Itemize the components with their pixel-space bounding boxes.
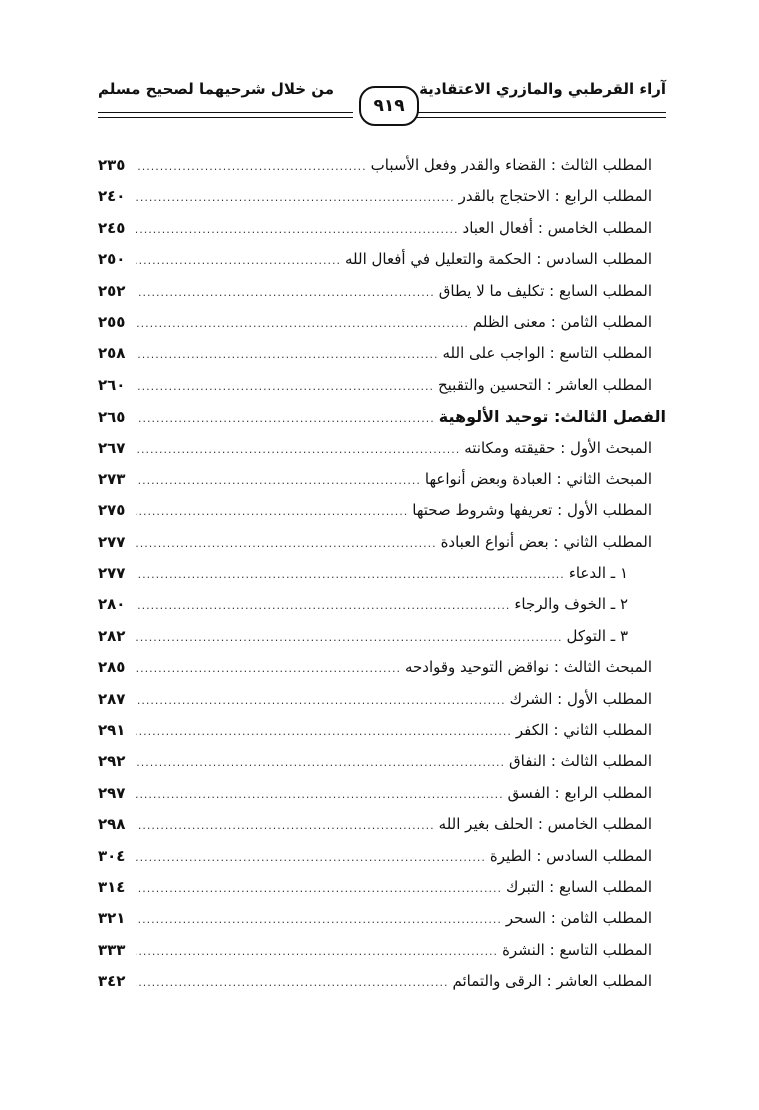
toc-entry-page: ٢٩١ bbox=[98, 721, 126, 740]
toc-entry-title: المطلب الخامس : أفعال العباد bbox=[462, 218, 652, 237]
toc-entry bbox=[98, 181, 666, 212]
toc-leader-dots bbox=[136, 716, 512, 747]
toc-leader-dots bbox=[136, 465, 421, 496]
toc-entry-page: ٢٥٠ bbox=[98, 250, 126, 269]
toc-leader-dots bbox=[136, 904, 502, 935]
toc-entry bbox=[98, 276, 666, 307]
toc-entry bbox=[98, 621, 666, 652]
toc-entry-title: المطلب الأول : الشرك bbox=[509, 689, 652, 708]
toc-entry bbox=[98, 558, 666, 589]
toc-entry-page: ٢٩٨ bbox=[98, 815, 126, 834]
toc-entry bbox=[98, 872, 666, 903]
page-header bbox=[98, 74, 666, 134]
toc-entry-title: المطلب الخامس : الحلف بغير الله bbox=[438, 815, 652, 834]
toc-leader-dots bbox=[136, 308, 469, 339]
toc-entry-page: ٢٣٥ bbox=[98, 156, 126, 174]
toc-entry-title: المبحث الثاني : العبادة وبعض أنواعها bbox=[424, 469, 652, 488]
toc-leader-dots bbox=[136, 496, 408, 527]
toc-entry bbox=[98, 778, 666, 809]
toc-entry-page: ٢٤٥ bbox=[98, 218, 126, 237]
toc-entry bbox=[98, 370, 666, 401]
toc-leader-dots bbox=[136, 339, 438, 370]
toc-leader-dots bbox=[136, 214, 459, 245]
toc-entry bbox=[98, 433, 666, 464]
toc-entry-page: ٢٥٢ bbox=[98, 281, 126, 300]
toc-entry-title: المطلب التاسع : الواجب على الله bbox=[442, 344, 652, 363]
toc-entry-title: ٣ ـ التوكل bbox=[566, 626, 628, 645]
page-number: ٩١٩ bbox=[359, 86, 419, 126]
toc-entry bbox=[98, 401, 666, 432]
toc-entry-title: المطلب التاسع : النشرة bbox=[502, 940, 652, 959]
toc-entry-title: المطلب الثامن : السحر bbox=[505, 909, 652, 928]
toc-entry-page: ٢٩٧ bbox=[98, 783, 126, 802]
toc-entry bbox=[98, 935, 666, 966]
toc-entry-page: ٢٨٢ bbox=[98, 626, 126, 645]
toc-entry bbox=[98, 903, 666, 934]
toc-entry bbox=[98, 150, 666, 181]
toc-leader-dots bbox=[136, 559, 565, 590]
toc-entry bbox=[98, 213, 666, 244]
header-rule-left-top bbox=[98, 112, 353, 113]
toc-leader-dots bbox=[136, 151, 367, 182]
toc-entry-title: المطلب العاشر : الرقى والتمائم bbox=[452, 972, 652, 991]
header-rule-right-top bbox=[416, 112, 666, 113]
toc-entry-title: ١ ـ الدعاء bbox=[568, 564, 628, 583]
toc-entry-page: ٢٨٥ bbox=[98, 658, 126, 677]
header-rule-right-bottom bbox=[416, 117, 666, 118]
toc-leader-dots bbox=[136, 182, 455, 213]
toc-entry bbox=[98, 464, 666, 495]
toc-entry-title: المطلب الثالث : النفاق bbox=[509, 752, 652, 771]
toc-entry-title: الفصل الثالث: توحيد الألوهية bbox=[438, 407, 666, 427]
toc-entry-title: المطلب الثاني : بعض أنواع العبادة bbox=[440, 532, 652, 551]
toc-entry-page: ٣٣٣ bbox=[98, 940, 126, 959]
toc-entry bbox=[98, 841, 666, 872]
toc-leader-dots bbox=[136, 371, 434, 402]
toc-leader-dots bbox=[136, 245, 341, 276]
toc-entry-page: ٢٧٧ bbox=[98, 532, 126, 551]
toc-entry-page: ٢٦٧ bbox=[98, 438, 126, 457]
toc-entry-page: ٣٠٤ bbox=[98, 846, 126, 865]
header-rule-left-bottom bbox=[98, 117, 353, 118]
toc-entry-page: ٢٤٠ bbox=[98, 187, 126, 206]
toc-leader-dots bbox=[136, 590, 510, 621]
toc-leader-dots bbox=[136, 779, 504, 810]
toc-entry bbox=[98, 307, 666, 338]
table-of-contents bbox=[98, 150, 666, 998]
toc-entry-title: المطلب الثالث : القضاء والقدر وفعل الأسباب bbox=[370, 156, 652, 174]
toc-entry-title: المطلب الثاني : الكفر bbox=[515, 721, 652, 740]
toc-leader-dots bbox=[136, 403, 435, 434]
toc-entry-title: المبحث الأول : حقيقته ومكانته bbox=[464, 438, 652, 457]
toc-entry-page: ٢٦٥ bbox=[98, 408, 126, 427]
book-title: آراء القرطبي والمازري الاعتقادية bbox=[419, 80, 666, 98]
toc-leader-dots bbox=[136, 434, 460, 465]
toc-entry-page: ٢٩٢ bbox=[98, 752, 126, 771]
toc-leader-dots bbox=[136, 936, 498, 967]
toc-entry bbox=[98, 652, 666, 683]
toc-entry bbox=[98, 746, 666, 777]
toc-entry-title: المطلب الأول : تعريفها وشروط صحتها bbox=[412, 501, 652, 520]
toc-entry-title: المطلب الثامن : معنى الظلم bbox=[472, 312, 652, 331]
toc-entry-page: ٢٦٠ bbox=[98, 375, 126, 394]
toc-entry-page: ٢٥٥ bbox=[98, 312, 126, 331]
toc-entry bbox=[98, 527, 666, 558]
toc-leader-dots bbox=[136, 810, 435, 841]
toc-entry-page: ٣٢١ bbox=[98, 909, 126, 928]
toc-entry-page: ٢٨٧ bbox=[98, 689, 126, 708]
toc-entry bbox=[98, 338, 666, 369]
toc-entry-title: المطلب السادس : الطيرة bbox=[489, 846, 652, 865]
toc-entry bbox=[98, 244, 666, 275]
toc-entry bbox=[98, 809, 666, 840]
toc-leader-dots bbox=[136, 622, 562, 653]
toc-entry-title: ٢ ـ الخوف والرجاء bbox=[514, 595, 628, 614]
toc-entry bbox=[98, 966, 666, 997]
toc-entry-title: المطلب الرابع : الاحتجاج بالقدر bbox=[458, 187, 652, 206]
toc-leader-dots bbox=[136, 842, 486, 873]
toc-leader-dots bbox=[136, 528, 437, 559]
toc-entry bbox=[98, 684, 666, 715]
toc-entry bbox=[98, 589, 666, 620]
toc-entry bbox=[98, 715, 666, 746]
toc-entry-title: المبحث الثالث : نواقض التوحيد وقوادحه bbox=[404, 658, 652, 677]
toc-entry-title: المطلب السادس : الحكمة والتعليل في أفعال الله bbox=[345, 250, 652, 269]
book-subtitle: من خلال شرحيهما لصحيح مسلم bbox=[98, 80, 335, 98]
toc-entry bbox=[98, 495, 666, 526]
toc-entry-page: ٣١٤ bbox=[98, 877, 126, 896]
toc-entry-page: ٢٧٧ bbox=[98, 564, 126, 583]
toc-entry-title: المطلب السابع : التبرك bbox=[505, 877, 652, 896]
toc-entry-page: ٣٤٢ bbox=[98, 972, 126, 991]
toc-leader-dots bbox=[136, 747, 505, 778]
toc-leader-dots bbox=[136, 873, 502, 904]
toc-entry-title: المطلب الرابع : الفسق bbox=[507, 783, 652, 802]
toc-leader-dots bbox=[136, 685, 506, 716]
toc-entry-title: المطلب السابع : تكليف ما لا يطاق bbox=[438, 281, 652, 300]
toc-leader-dots bbox=[136, 653, 401, 684]
toc-leader-dots bbox=[136, 277, 435, 308]
toc-entry-title: المطلب العاشر : التحسين والتقبيح bbox=[437, 375, 652, 394]
toc-entry-page: ٢٧٥ bbox=[98, 501, 126, 520]
toc-entry-page: ٢٥٨ bbox=[98, 344, 126, 363]
toc-leader-dots bbox=[136, 967, 448, 998]
toc-entry-page: ٢٧٣ bbox=[98, 469, 126, 488]
toc-entry-page: ٢٨٠ bbox=[98, 595, 126, 614]
